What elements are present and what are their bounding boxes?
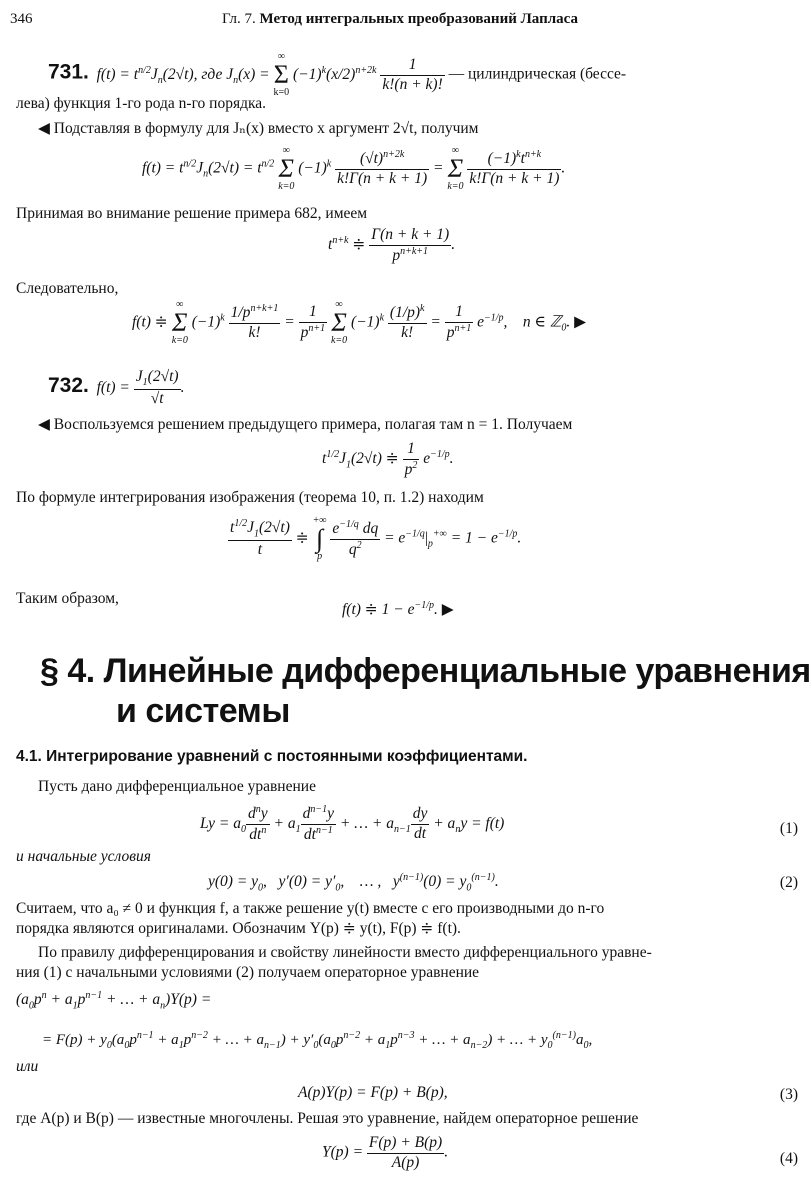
ex732-eq3: f(t) ≑ $1 - e^{-1/p}$. ▶ — [342, 600, 454, 619]
body-p1: Пусть дано дифференциальное уравнение — [38, 778, 316, 795]
eq-number-4: (4) — [779, 1150, 798, 1167]
body-p4b: ния (1) с начальными условиями (2) получаем операторное уравнение — [16, 964, 480, 981]
ex731-formula: $f(t) = t^{n/2}J_n(2√t)$, где $J_n(x)$ = — [92, 64, 274, 86]
body-p3b: порядка являются оригиналами. Обозначим Y(p) ≑ y(t), F(p) ≑ f(t). — [16, 920, 461, 937]
eq-operator-2: = $F(p) + y_0(a_0p^{n-1} + a_1p^{n-2}$ + … + $a_{n-1}) + y'_0(a_0p^{n-2} + a_1p^{n-3}$ + … + $a_{n-2}$) + … + $y_0^{(n-1)}a_0$, — [42, 1030, 593, 1051]
ex732-text2: По формуле интегрирования изображения (теорема 10, п. 1.2) находим — [16, 489, 484, 506]
eq-operator-1: ($a_0p^n + a_1p^{n-1}$ + … + $a_n)Y(p)$ = — [16, 990, 212, 1012]
ex732-statement: 732. f(t) = $\frac{J_1(2√t)}{√t}$ . — [48, 368, 185, 408]
subsection-title: 4.1. Интегрирование уравнений с постоянными коэффициентами. — [16, 748, 528, 765]
ex731-text3: Принимая во внимание решение примера 682, имеем — [16, 205, 368, 222]
ex731-eq3: f(t) ≑ ∞ Σ k=0 $(-1)^k$ $\frac{1/p^{n+k+1}}{k!}$ = $\frac{1}{p^{n+1}}$ ∞ Σ k=0 $(-1)^k$ $\frac{(1/p)^k}{k!}$ = $\frac{1}{p^{n+1}}$ $e^{-1/p}$, n ∈ ℤ$_0$. ▶ — [132, 299, 587, 346]
section-title-line2: и системы — [116, 692, 290, 730]
ex731-fraction: $\frac{1}{k!(n + k)!}$ — [382, 55, 443, 93]
page-number: 346 — [10, 11, 33, 27]
running-title-text: Метод интегральных преобразований Лапласа — [259, 11, 578, 27]
ex731-text4: Следовательно, — [16, 280, 119, 297]
eq-3: A(p)Y(p) = F(p) + B(p), — [298, 1084, 448, 1101]
ex731-eq2: $t^{n+k}$ ≑ $\frac{\Gamma(n + k + 1)}{p^{n+k+1}}$ . — [328, 226, 456, 264]
running-title-prefix: Гл. 7. — [222, 11, 256, 27]
body-p3a: Считаем, что a₀ ≠ 0 и функция f, а также решение y(t) вместе с его производными до n-го — [16, 900, 605, 917]
ex731-eq1: $f(t) = t^{n/2}J_n(2√t) = t^{n/2}$ ∞ Σ k=0 $(-1)^k$ $\frac{(√t)^{n+2k}}{k!\Gamma(n + k + 1)}$ = ∞ Σ k=0 $\frac{(-1)^kt^{n+k}}{k!\Gamma(n + k + 1)}$ . — [142, 145, 566, 192]
ex732-number: 732. — [48, 373, 89, 397]
ex731-text1: — цилиндрическая (бессе- — [448, 65, 627, 83]
eq-number-3: (3) — [779, 1086, 798, 1103]
eq-number-2: (2) — [779, 874, 798, 891]
ex732-eq1: $t^{1/2}J_1(2√t)$ ≑ $\frac{1}{p^2}$ $e^{-1/p}$. — [322, 440, 454, 478]
body-p2: и начальные условия — [16, 848, 151, 865]
ex731-sum: ∞ Σ k=0 — [273, 51, 290, 98]
eq-number-1: (1) — [779, 820, 798, 837]
running-title — [222, 10, 578, 28]
body-p6: где A(p) и B(p) — известные многочлены. Решая это уравнение, найдем операторное решение — [16, 1110, 639, 1127]
ex732-text1: ◀ Воспользуемся решением предыдущего примера, полагая там n = 1. Получаем — [38, 416, 573, 433]
body-p4a: По правилу дифференцирования и свойству линейности вместо дифференциального уравне- — [38, 944, 652, 961]
ex732-eq2: $\frac{t^{1/2}J_1(2√t)}{t}$ ≑ +∞ ∫ p $\frac{e^{-1/q} dq}{q^2}$ = $e^{-1/q}|_p^{+\infty} = 1 - e^{-1/p}$. — [230, 515, 522, 562]
ex731-statement: 731. $f(t) = t^{n/2}J_n(2√t)$, где $J_n(x)$ = ∞ Σ k=0 $(-1)^k(x/2)^{n+2k}$ $\frac{1}{k!(n + k)!}$ — цилиндрическая (бессе- — [48, 51, 627, 98]
eq-2: $y(0) = y_0$, $y'(0) = y'_0$, … , $y^{(n-1)}(0) = y_0^{(n-1)}$. — [208, 872, 499, 894]
ex731-number: 731. — [48, 60, 89, 84]
section-title-line1: § 4. Линейные дифференциальные уравнения — [40, 652, 811, 690]
eq-4: Y(p) = $\frac{F(p) + B(p)}{A(p)}$ . — [322, 1134, 449, 1171]
eq-1: $Ly = a_0$ $\frac{d^ny}{dt^n}$ + $a_1$ $\frac{d^{n-1}y}{dt^{n-1}}$ + … + $a_{n-1}$ $\frac{dy}{dt}$ + $a_ny = f(t)$ — [200, 804, 505, 843]
body-p5: или — [16, 1058, 39, 1075]
ex731-text2: лева) функция 1-го рода n-го порядка. — [16, 95, 267, 112]
ex731-intro: ◀ Подставляя в формулу для Jₙ(x) вместо x аргумент 2√t, получим — [38, 120, 479, 137]
ex732-text3: Таким образом, — [16, 590, 119, 607]
